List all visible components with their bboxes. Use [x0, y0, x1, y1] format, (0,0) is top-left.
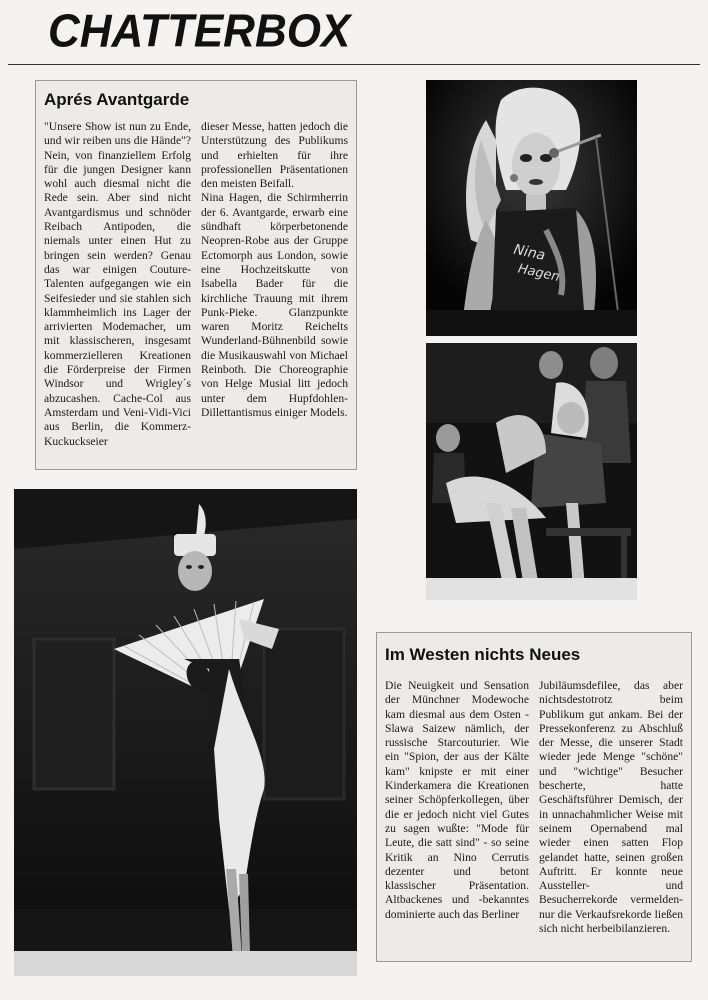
masthead-title: CHATTERBOX	[48, 5, 351, 58]
singer-image	[426, 80, 637, 336]
article-text: Nina Hagen, die Schirmherrin der 6. Avantgarde, erwarb eine sündhaft körperbetonende Neopren-Robe aus der Gruppe Ectomorph aus London, sowie eine Hochzeitskutte von Isabella Bader für die kirchliche Trauung mit ihrem Punk-Pieke. Glanzpunkte waren Moritz Reichelts Wunderland-Bühnenbild sowie die Musikauswahl von Michael Reinboth. Die Choreographie von Helge Musial litt jedoch unter dem Hupfdohlen-Dillettantismus einiger Models.	[201, 191, 348, 419]
article-column-2	[539, 679, 683, 936]
shirt-text: Nina	[512, 241, 547, 264]
photo-group-on-stage	[426, 343, 637, 600]
article-apres-avantgarde	[35, 80, 357, 470]
article-title: Aprés Avantgarde	[44, 90, 190, 109]
photo-model-with-fan	[14, 489, 357, 976]
article-text: dieser Messe, hatten jedoch die Unterstützung des Publikums und erhielten für ihre professionellen Präsentationen den meisten Beifall.	[201, 120, 348, 191]
article-column-1	[44, 120, 191, 449]
article-text: Jubiläumsdefilee, das aber nichtsdestotrotz beim Publikum gut ankam. Bei der Pressekonferenz zu Abschluß der Messe, die unserer Stadt wieder jede Menge "schöne" und "wichtige" Besucher bescherte, hatte Geschäftsführer Demisch, der in unnachahmlicher Weise mit seinem Opernabend mal wieder einen satten Flop gelandet hatte, seinen großen Auftritt. Er konnte neue Aussteller- und Besucherrekorde vermelden- nur die Verkaufsrekorde ließen sich nicht herbeibilanzieren.	[539, 679, 683, 936]
photo-singer-on-stage	[426, 80, 637, 336]
group-image	[426, 343, 637, 600]
article-text: "Unsere Show ist nun zu Ende, und wir reiben uns die Hände"? Nein, von finanziellem Erfolg für die jungen Designer kann wohl auch diesmal nicht die Rede sein. Aber sind nicht Avantgardismus und schnöder Reibach Antipoden, die niemals unter einen Hut zu bringen sein werden? Genau das war einigen Couture-Talenten aufgegangen wie ein Seifesieder und sie stahlen sich klammheimlich ins Lager der arrivierten Modemacher, um mit klassischeren, insgesamt kommerzielleren Kreationen die Förderpreise der Firmen Windsor und Wrigley´s abzucashen. Cache-Col aus Amsterdam und Veni-Vidi-Vici aus Berlin, die Kommerz-Kuckuckseier	[44, 120, 191, 448]
header-rule	[8, 64, 700, 65]
article-im-westen-nichts-neues	[376, 632, 692, 962]
article-text: Die Neuigkeit und Sensation der Münchner Modewoche kam diesmal aus dem Osten - Slawa Saizew nämlich, der russische Starcouturier. Wie ein "Spion, der aus der Kälte kam" knipste er mit einer Kinderkamera die Kreationen seiner Schöpferkollegen, über die er jedoch nicht viel Gutes zu sagen wußte: "Mode für Leute, die satt sind" - so seine Kritik an Nino Cerrutis dezenter und betont klassischer Präsentation. Altbackenes und -bekanntes dominierte auch das Berliner	[385, 679, 529, 921]
article-title: Im Westen nichts Neues	[385, 645, 581, 664]
fan-model-image	[14, 489, 357, 976]
shirt-text: Hagen	[516, 261, 561, 285]
article-column-1	[385, 679, 529, 936]
article-column-2	[201, 120, 348, 449]
